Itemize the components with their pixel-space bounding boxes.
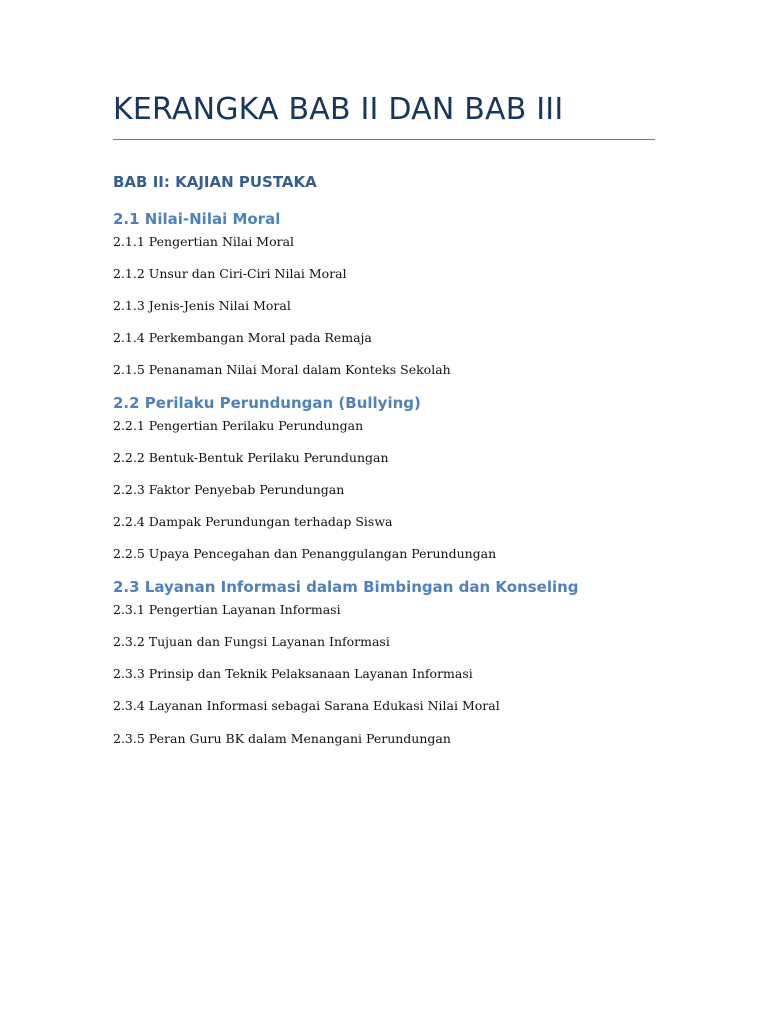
section-heading-2-1: 2.1 Nilai-Nilai Moral (113, 210, 281, 228)
list-item: 2.3.4 Layanan Informasi sebagai Sarana Edukasi Nilai Moral (113, 698, 500, 713)
list-item: 2.1.4 Perkembangan Moral pada Remaja (113, 330, 372, 345)
list-item: 2.1.1 Pengertian Nilai Moral (113, 234, 295, 249)
list-item: 2.2.1 Pengertian Perilaku Perundungan (113, 418, 364, 433)
list-item: 2.1.5 Penanaman Nilai Moral dalam Konteks Sekolah (113, 362, 451, 377)
list-item: 2.2.3 Faktor Penyebab Perundungan (113, 482, 345, 497)
chapter-heading: BAB II: KAJIAN PUSTAKA (113, 173, 317, 191)
section-heading-2-2: 2.2 Perilaku Perundungan (Bullying) (113, 394, 421, 412)
document-title: KERANGKA BAB II DAN BAB III (113, 92, 564, 127)
list-item: 2.3.2 Tujuan dan Fungsi Layanan Informasi (113, 634, 390, 649)
list-item: 2.2.2 Bentuk-Bentuk Perilaku Perundungan (113, 450, 389, 465)
title-underline (113, 139, 655, 140)
list-item: 2.3.1 Pengertian Layanan Informasi (113, 602, 341, 617)
list-item: 2.1.2 Unsur dan Ciri-Ciri Nilai Moral (113, 266, 347, 281)
list-item: 2.2.4 Dampak Perundungan terhadap Siswa (113, 514, 393, 529)
list-item: 2.3.5 Peran Guru BK dalam Menangani Perundungan (113, 731, 451, 746)
section-heading-2-3: 2.3 Layanan Informasi dalam Bimbingan dan Konseling (113, 578, 579, 596)
list-item: 2.3.3 Prinsip dan Teknik Pelaksanaan Layanan Informasi (113, 666, 473, 681)
list-item: 2.1.3 Jenis-Jenis Nilai Moral (113, 298, 291, 313)
list-item: 2.2.5 Upaya Pencegahan dan Penanggulangan Perundungan (113, 546, 497, 561)
